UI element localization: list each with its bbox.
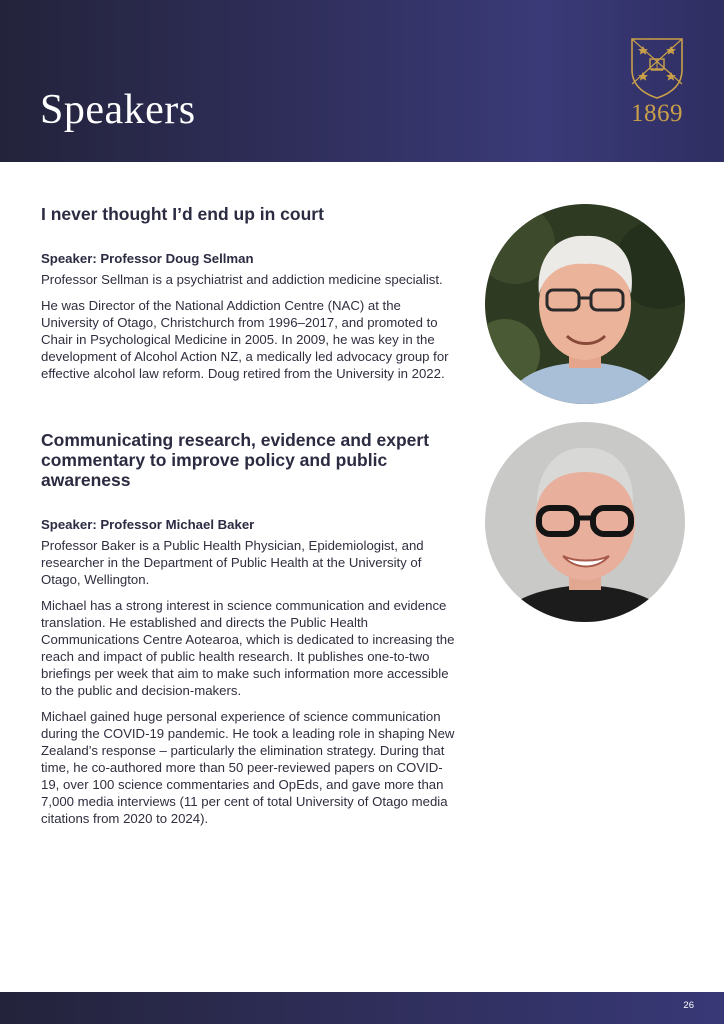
speaker-photo-doug-sellman bbox=[485, 204, 685, 404]
portrait-illustration bbox=[485, 422, 685, 622]
talk-section-1 bbox=[41, 204, 461, 382]
talk-title: Communicating research, evidence and expert commentary to improve policy and public awareness bbox=[41, 430, 430, 490]
bio-paragraph: Michael gained huge personal experience of science communication during the COVID-19 pandemic. He took a leading role in shaping New Zealand’s response – particularly the elimination strategy. During that time, he co-authored more than 50 peer-reviewed papers on COVID-19, over 100 science commentaries and OpEds, and gave more than 7,000 media interviews (11 per cent of total University of Otago media citations from 2020 to 2024). bbox=[41, 709, 455, 826]
university-crest-icon bbox=[629, 36, 685, 100]
page-number: 26 bbox=[683, 1000, 694, 1011]
talk-title: I never thought I’d end up in court bbox=[41, 204, 324, 224]
portrait-illustration bbox=[485, 204, 685, 404]
bio-paragraph: Professor Baker is a Public Health Physician, Epidemiologist, and researcher in the Department of Public Health at the University of Otago, Wellington. bbox=[41, 538, 424, 587]
bio-paragraph: Michael has a strong interest in science communication and evidence translation. He established and directs the Public Health Communications Centre Aotearoa, which is dedicated to increasing the reach and impact of public health research. It publishes one-to-two briefings per week that aim to make such information more accessible to the public and decision-makers. bbox=[41, 598, 455, 698]
page-title: Speakers bbox=[40, 87, 196, 133]
bio-paragraph: Professor Sellman is a psychiatrist and addiction medicine specialist. bbox=[41, 272, 443, 287]
crest-year: 1869 bbox=[631, 100, 683, 127]
page-footer bbox=[0, 992, 724, 1024]
speaker-label: Speaker: Professor Doug Sellman bbox=[41, 251, 254, 266]
talk-section-2 bbox=[41, 430, 461, 827]
speaker-photo-michael-baker bbox=[485, 422, 685, 622]
bio-paragraph: He was Director of the National Addiction Centre (NAC) at the University of Otago, Christchurch from 1996–2017, and promoted to Chair in Psychological Medicine in 2005. In 2009, he was key in the development of Alcohol Action NZ, a medically led advocacy group for effective alcohol law reform. Doug retired from the University in 2022. bbox=[41, 298, 449, 381]
page-header bbox=[0, 0, 724, 162]
speaker-label: Speaker: Professor Michael Baker bbox=[41, 517, 255, 532]
